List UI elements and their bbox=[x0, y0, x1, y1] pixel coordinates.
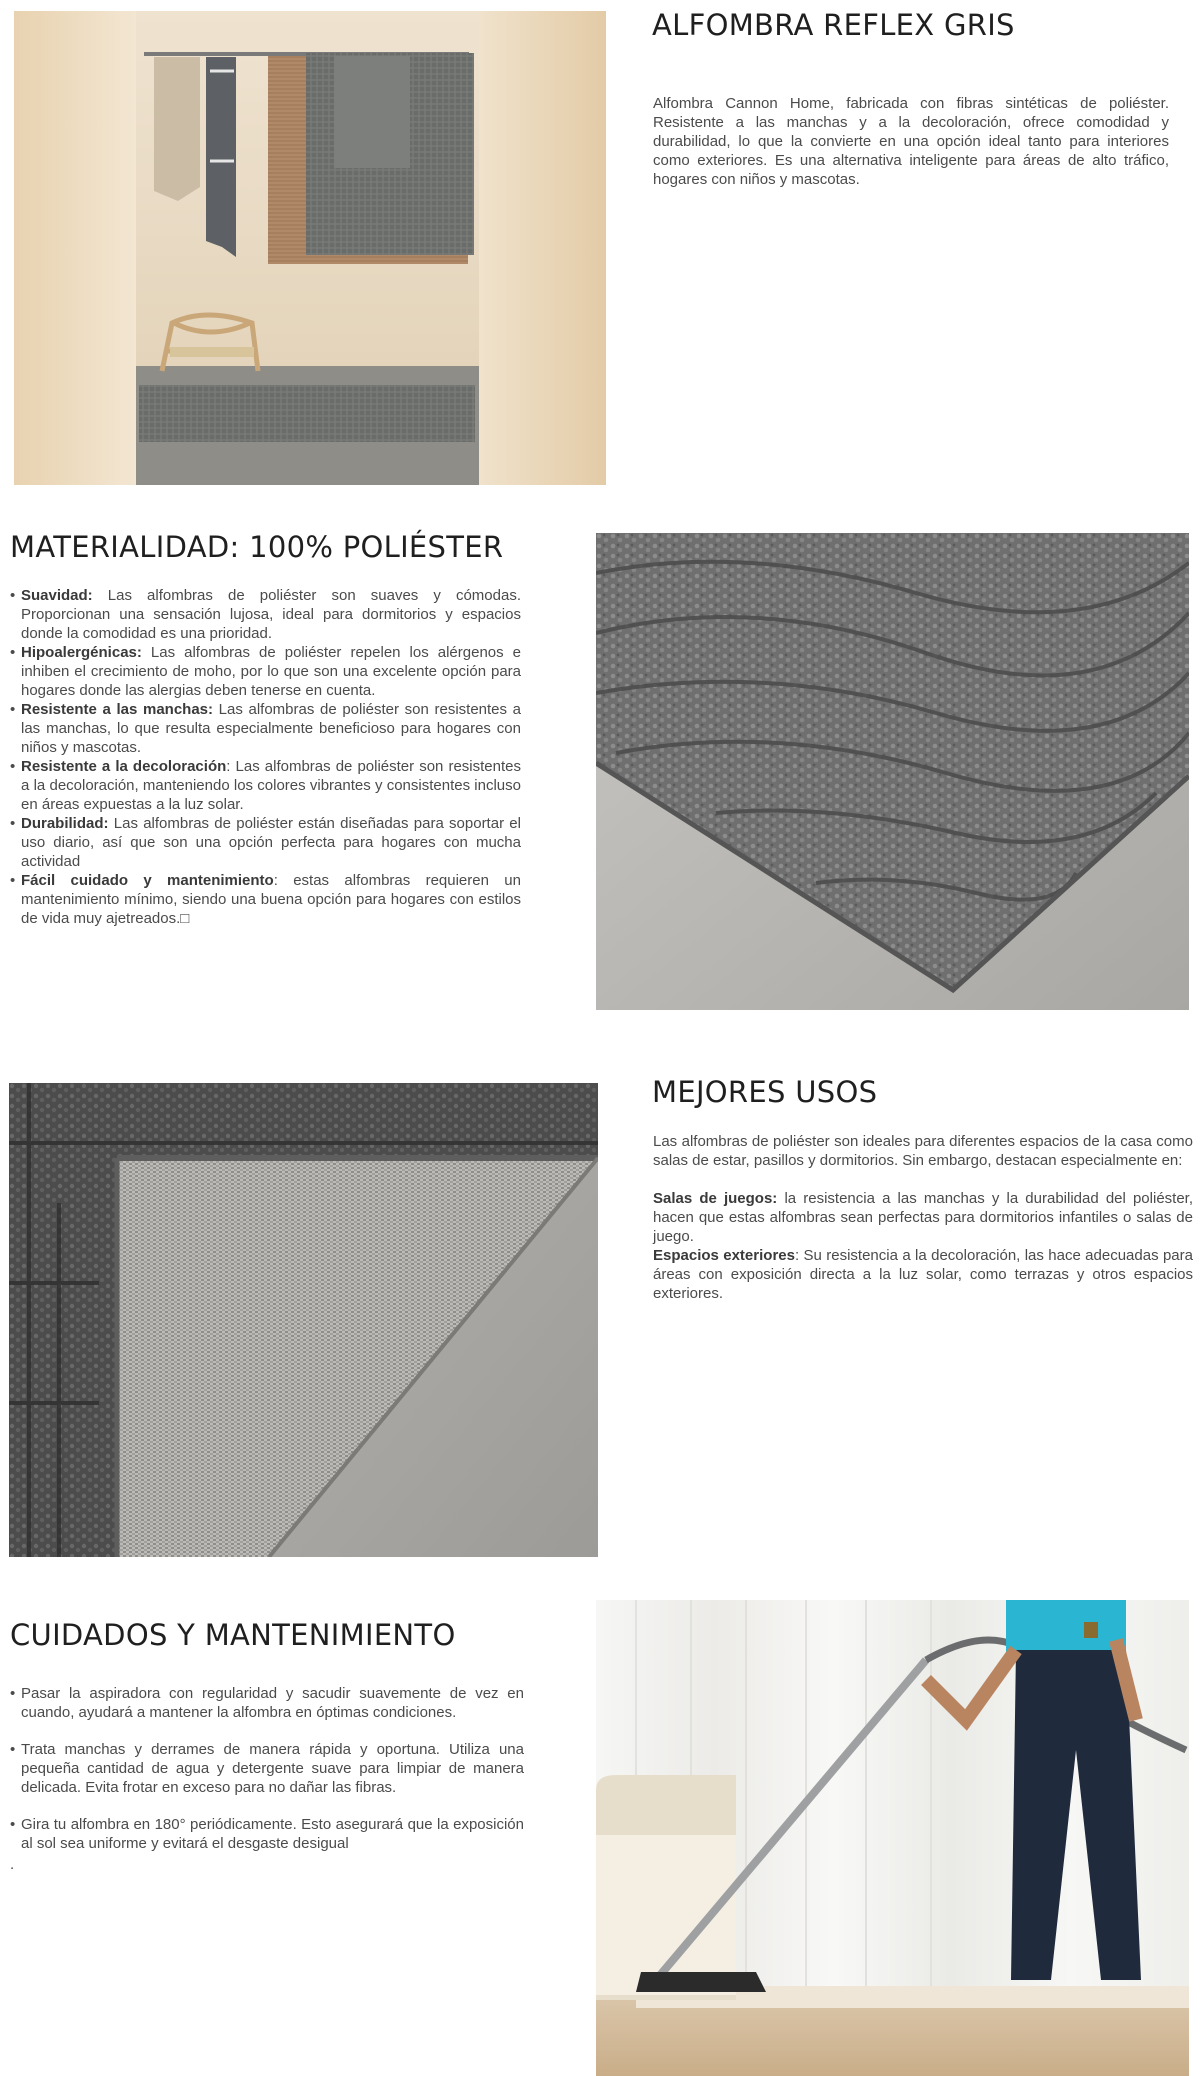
uses-term: Salas de juegos: bbox=[653, 1190, 778, 1207]
uses-item-exteriores bbox=[653, 1246, 1193, 1303]
material-term: Resistente a la decoloración bbox=[21, 758, 227, 775]
uses-text: : Su resistencia a la decoloración, las hace adecuadas para áreas con exposición directa a la luz solar, como terrazas y otros espacios exteriores. bbox=[653, 1247, 1193, 1302]
rug-backside-photo bbox=[9, 1083, 598, 1557]
material-item-hipoalergenicas bbox=[10, 643, 521, 700]
material-term: Hipoalergénicas: bbox=[21, 644, 142, 661]
care-item-manchas: • Trata manchas y derrames de manera rápida y oportuna. Utiliza una pequeña cantidad de agua y detergente suave para limpiar de manera delicada. Evita frotar en exceso para no dañar las fibras. bbox=[10, 1740, 524, 1797]
material-term: Suavidad: bbox=[21, 587, 93, 604]
uses-title: MEJORES USOS bbox=[652, 1075, 878, 1109]
material-term: Resistente a las manchas: bbox=[21, 701, 214, 718]
material-item-cuidado bbox=[10, 871, 521, 928]
material-item-suavidad bbox=[10, 586, 521, 643]
material-term: Fácil cuidado y mantenimiento bbox=[21, 872, 274, 889]
material-text: Las alfombras de poliéster repelen los alérgenos e inhiben el crecimiento de moho, por lo que son una excelente opción para hogares donde las alergias deben tenerse en cuenta. bbox=[21, 644, 521, 699]
material-item-manchas bbox=[10, 700, 521, 757]
material-item-decoloracion bbox=[10, 757, 521, 814]
material-title: MATERIALIDAD: 100% POLIÉSTER bbox=[10, 530, 504, 564]
room-rugs-photo bbox=[14, 11, 606, 485]
material-text: Las alfombras de poliéster están diseñadas para soportar el uso diario, así que son una opción perfecta para hogares con mucha actividad bbox=[21, 815, 521, 870]
uses-text: la resistencia a las manchas y la durabilidad del poliéster, hacen que estas alfombras sean perfectas para dormitorios infantiles o salas de juego. bbox=[653, 1190, 1194, 1245]
product-description: Alfombra Cannon Home, fabricada con fibras sintéticas de poliéster. Resistente a las manchas y a la decoloración, ofrece comodidad y durabilidad, lo que la convierte en una opción ideal tanto para interiores como exteriores. Es una alternativa inteligente para áreas de alto tráfico, hogares con niños y mascotas. bbox=[653, 95, 1169, 188]
material-item-durabilidad bbox=[10, 814, 521, 871]
uses-term: Espacios exteriores bbox=[653, 1247, 795, 1264]
product-title: ALFOMBRA REFLEX GRIS bbox=[652, 8, 1015, 42]
care-trailing: . bbox=[10, 1856, 15, 1873]
material-text: Las alfombras de poliéster son suaves y cómodas. Proporcionan una sensación lujosa, ideal para dormitorios y espacios donde la comodidad es una prioridad. bbox=[21, 587, 521, 642]
material-text: : estas alfombras requieren un mantenimiento mínimo, siendo una buena opción para hogares con estilos de vida muy ajetreados.□ bbox=[21, 872, 521, 927]
care-list bbox=[10, 1684, 524, 1853]
material-text: Las alfombras de poliéster son resistentes a las manchas, lo que resulta especialmente beneficioso para hogares con niños y mascotas. bbox=[21, 701, 521, 756]
uses-intro: Las alfombras de poliéster son ideales para diferentes espacios de la casa como salas de estar, pasillos y dormitorios. Sin embargo, destacan especialmente en: bbox=[653, 1133, 1193, 1169]
care-title: CUIDADOS Y MANTENIMIENTO bbox=[10, 1618, 456, 1652]
rug-corner-closeup-photo bbox=[596, 533, 1189, 1010]
uses-content bbox=[653, 1132, 1193, 1303]
material-list bbox=[10, 586, 521, 928]
care-item-girar: • Gira tu alfombra en 180° periódicamente. Esto asegurará que la exposición al sol sea uniforme y evitará el desgaste desigual bbox=[10, 1815, 524, 1853]
material-text: : Las alfombras de poliéster son resistentes a la decoloración, manteniendo los colores vibrantes y consistentes incluso en áreas expuestas a la luz solar. bbox=[21, 758, 521, 813]
material-term: Durabilidad: bbox=[21, 815, 109, 832]
uses-item-juegos bbox=[653, 1189, 1193, 1246]
vacuuming-photo bbox=[596, 1600, 1189, 2076]
care-item-aspiradora: • Pasar la aspiradora con regularidad y sacudir suavemente de vez en cuando, ayudará a mantener la alfombra en óptimas condiciones. bbox=[10, 1684, 524, 1722]
